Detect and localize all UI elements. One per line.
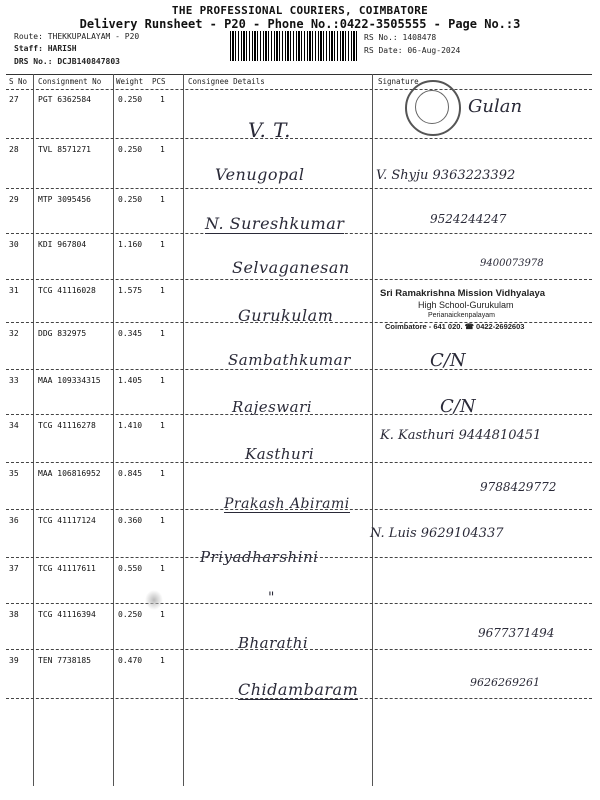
row-weight: 0.360 — [118, 516, 143, 525]
row-consignment: DDG 832975 — [38, 329, 87, 338]
row-weight: 0.250 — [118, 95, 143, 104]
row-weight: 0.250 — [118, 610, 143, 619]
stamp-line: Coimbatore - 641 020. ☎ 0422-2692603 — [385, 322, 525, 331]
row-consignment: PGT 6362584 — [38, 95, 91, 104]
row-sno: 38 — [9, 610, 19, 619]
signature: C/N — [440, 396, 476, 417]
consignee-name: Gurukulam — [238, 306, 334, 325]
signature: N. Luis 9629104337 — [370, 526, 504, 541]
row-weight: 0.250 — [118, 195, 143, 204]
row-weight: 0.250 — [118, 145, 143, 154]
drs-number: DRS No.: DCJB140847803 — [14, 57, 120, 66]
row-sno: 34 — [9, 421, 19, 430]
signature: 9788429772 — [480, 480, 557, 494]
row-weight: 0.345 — [118, 329, 143, 338]
stamp-line: Sri Ramakrishna Mission Vidhyalaya — [380, 288, 546, 299]
consignee-name: Rajeswari — [232, 398, 313, 416]
route-label: Route: THEKKUPALAYAM - P20 — [14, 32, 140, 41]
row-weight: 1.575 — [118, 286, 143, 295]
seal-stamp — [405, 80, 461, 136]
row-sno: 36 — [9, 516, 19, 525]
stamp-line: High School-Gurukulam — [418, 300, 514, 310]
row-consignment: KDI 967804 — [38, 240, 87, 249]
row-pcs: 1 — [160, 421, 165, 430]
row-sno: 28 — [9, 145, 19, 154]
row-weight: 1.410 — [118, 421, 143, 430]
row-consignment: TVL 8571271 — [38, 145, 91, 154]
row-weight: 0.550 — [118, 564, 143, 573]
row-pcs: 1 — [160, 516, 165, 525]
consignee-name: Bharathi — [238, 634, 309, 652]
signature: Gulan — [468, 96, 523, 117]
consignee-name: Venugopal — [215, 165, 305, 184]
row-pcs: 1 — [160, 240, 165, 249]
row-pcs: 1 — [160, 195, 165, 204]
consignee-name: N. Sureshkumar — [205, 214, 345, 233]
signature: 9626269261 — [470, 676, 540, 689]
row-consignment: TEN 7738185 — [38, 656, 91, 665]
col-pcs: PCS — [152, 77, 166, 86]
consignee-name: Chidambaram — [238, 680, 359, 699]
row-consignment: MTP 3095456 — [38, 195, 91, 204]
row-consignment: TCG 41116394 — [38, 610, 96, 619]
consignee-name: Prakash Abirami — [224, 496, 350, 512]
row-sno: 39 — [9, 656, 19, 665]
row-sno: 33 — [9, 376, 19, 385]
row-pcs: 1 — [160, 656, 165, 665]
row-pcs: 1 — [160, 469, 165, 478]
row-weight: 0.470 — [118, 656, 143, 665]
row-sno: 29 — [9, 195, 19, 204]
consignee-name: Priyadharshini — [200, 548, 319, 566]
barcode — [230, 31, 358, 61]
signature: 9524244247 — [430, 212, 507, 226]
row-pcs: 1 — [160, 95, 165, 104]
col-signature: Signature — [378, 77, 419, 86]
row-pcs: 1 — [160, 145, 165, 154]
row-consignment: MAA 106816952 — [38, 469, 101, 478]
row-consignment: TCG 41117124 — [38, 516, 96, 525]
col-sno: S No — [9, 77, 28, 86]
row-sno: 30 — [9, 240, 19, 249]
row-pcs: 1 — [160, 329, 165, 338]
table-header — [6, 74, 592, 90]
row-sno: 31 — [9, 286, 19, 295]
row-consignment: TCG 41116278 — [38, 421, 96, 430]
signature: 9677371494 — [478, 626, 555, 640]
row-pcs: 1 — [160, 610, 165, 619]
ink-smudge — [145, 590, 163, 610]
stamp-line: Perianaickenpalayam — [428, 312, 495, 319]
row-sno: 27 — [9, 95, 19, 104]
row-pcs: 1 — [160, 376, 165, 385]
row-weight: 0.845 — [118, 469, 143, 478]
row-weight: 1.160 — [118, 240, 143, 249]
signature: V. Shyju 9363223392 — [376, 168, 516, 183]
row-weight: 1.405 — [118, 376, 143, 385]
signature: C/N — [430, 350, 466, 371]
row-sno: 32 — [9, 329, 19, 338]
consignee-name: Sambathkumar — [228, 351, 351, 369]
consignee-name: Kasthuri — [245, 445, 315, 463]
row-pcs: 1 — [160, 286, 165, 295]
row-sno: 37 — [9, 564, 19, 573]
col-consignee: Consignee Details — [188, 77, 265, 86]
signature: K. Kasthuri 9444810451 — [380, 428, 542, 443]
row-consignment: MAA 109334315 — [38, 376, 101, 385]
col-consignment: Consignment No — [38, 77, 102, 86]
row-consignment: TCG 41116028 — [38, 286, 96, 295]
consignee-name: Selvaganesan — [232, 258, 350, 277]
row-sno: 35 — [9, 469, 19, 478]
row-pcs: 1 — [160, 564, 165, 573]
staff-label: Staff: HARISH — [14, 44, 77, 53]
col-weight: Weight — [116, 77, 144, 86]
consignee-name: " — [268, 590, 275, 606]
company-title: THE PROFESSIONAL COURIERS, COIMBATORE — [171, 4, 429, 17]
rs-number: RS No.: 1408478 — [364, 33, 437, 42]
rs-date: RS Date: 06-Aug-2024 — [364, 46, 461, 55]
consignee-name: V. T. — [248, 118, 291, 142]
runsheet-subtitle: Delivery Runsheet - P20 - Phone No.:0422-3505555 - Page No.:3 — [79, 17, 521, 31]
row-consignment: TCG 41117611 — [38, 564, 96, 573]
signature: 9400073978 — [480, 258, 544, 269]
